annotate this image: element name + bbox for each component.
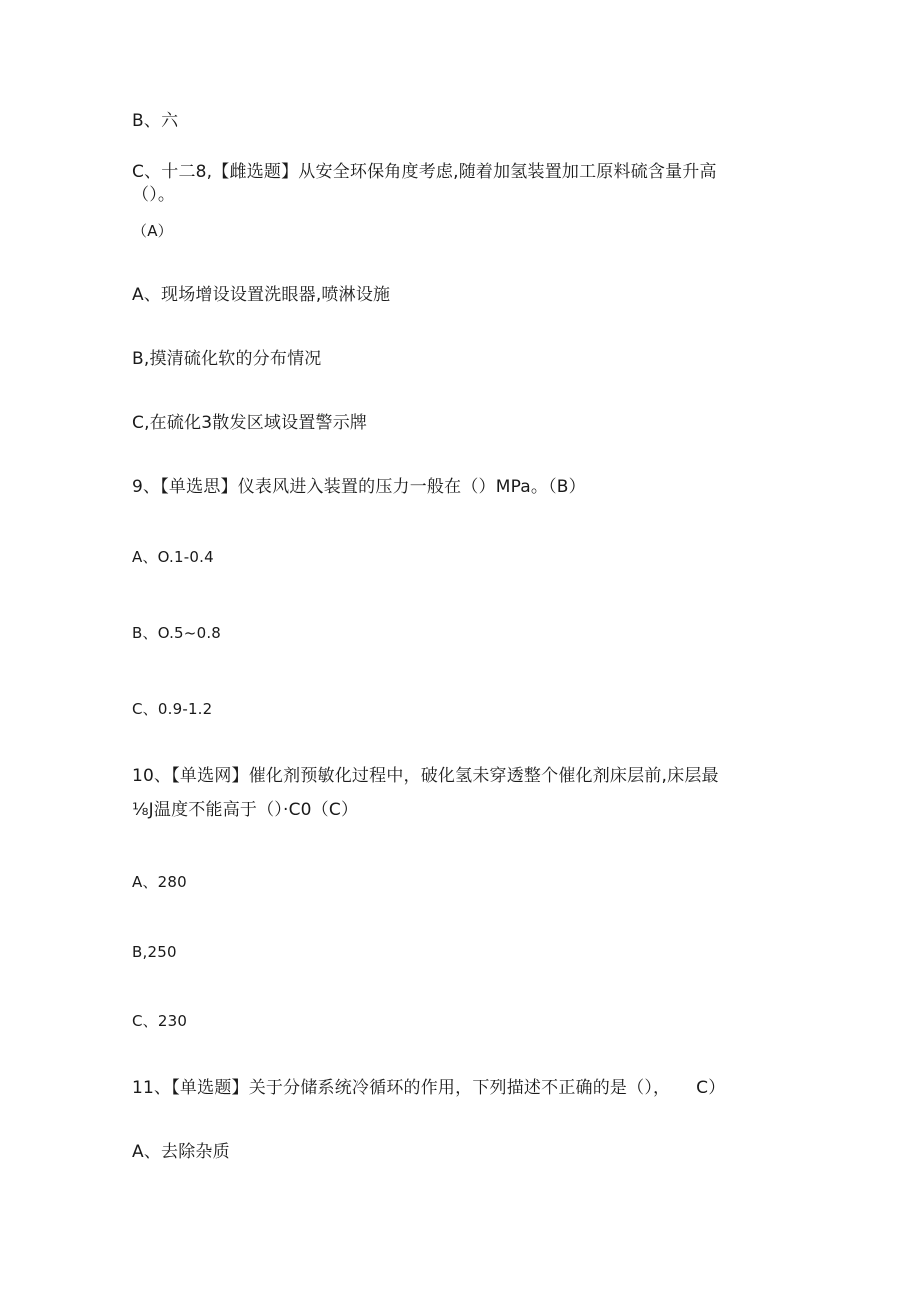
question-10-text-cont: ⅛J温度不能高于（）·C0（C） <box>132 800 359 820</box>
question-8-option-c: C,在硫化3散发区域设置警示牌 <box>132 413 368 433</box>
question-10-option-a: A、280 <box>132 873 187 891</box>
question-11-option-a: A、去除杂质 <box>132 1142 230 1162</box>
question-10-option-b: B,250 <box>132 943 177 961</box>
question-9-option-b: B、O.5~0.8 <box>132 624 222 642</box>
option-b-six: B、六 <box>132 111 179 131</box>
question-8-option-a: A、现场增设设置洗眼器,喷淋设施 <box>132 285 391 305</box>
question-9-option-c: C、0.9-1.2 <box>132 700 213 718</box>
question-11-text: 11、【单选题】关于分储系统冷循环的作用，下列描述不正确的是（）， C） <box>132 1078 726 1098</box>
question-8-answer: （A） <box>132 222 173 240</box>
question-8-text: C、十二8,【雌选题】从安全环保角度考虑,随着加氢装置加工原料硫含量升高 <box>132 162 717 182</box>
question-8-option-b: B,摸清硫化软的分布情况 <box>132 349 322 369</box>
question-8-blank: （）。 <box>132 185 176 205</box>
question-10-option-c: C、230 <box>132 1012 188 1030</box>
question-9-option-a: A、O.1-0.4 <box>132 548 214 566</box>
question-10-text: 10、【单选网】催化剂预敏化过程中，破化氢未穿透整个催化剂床层前,床层最 <box>132 766 719 786</box>
question-9-text: 9、【单选思】仪表风进入装置的压力一般在（）MPa。（B） <box>132 477 586 497</box>
